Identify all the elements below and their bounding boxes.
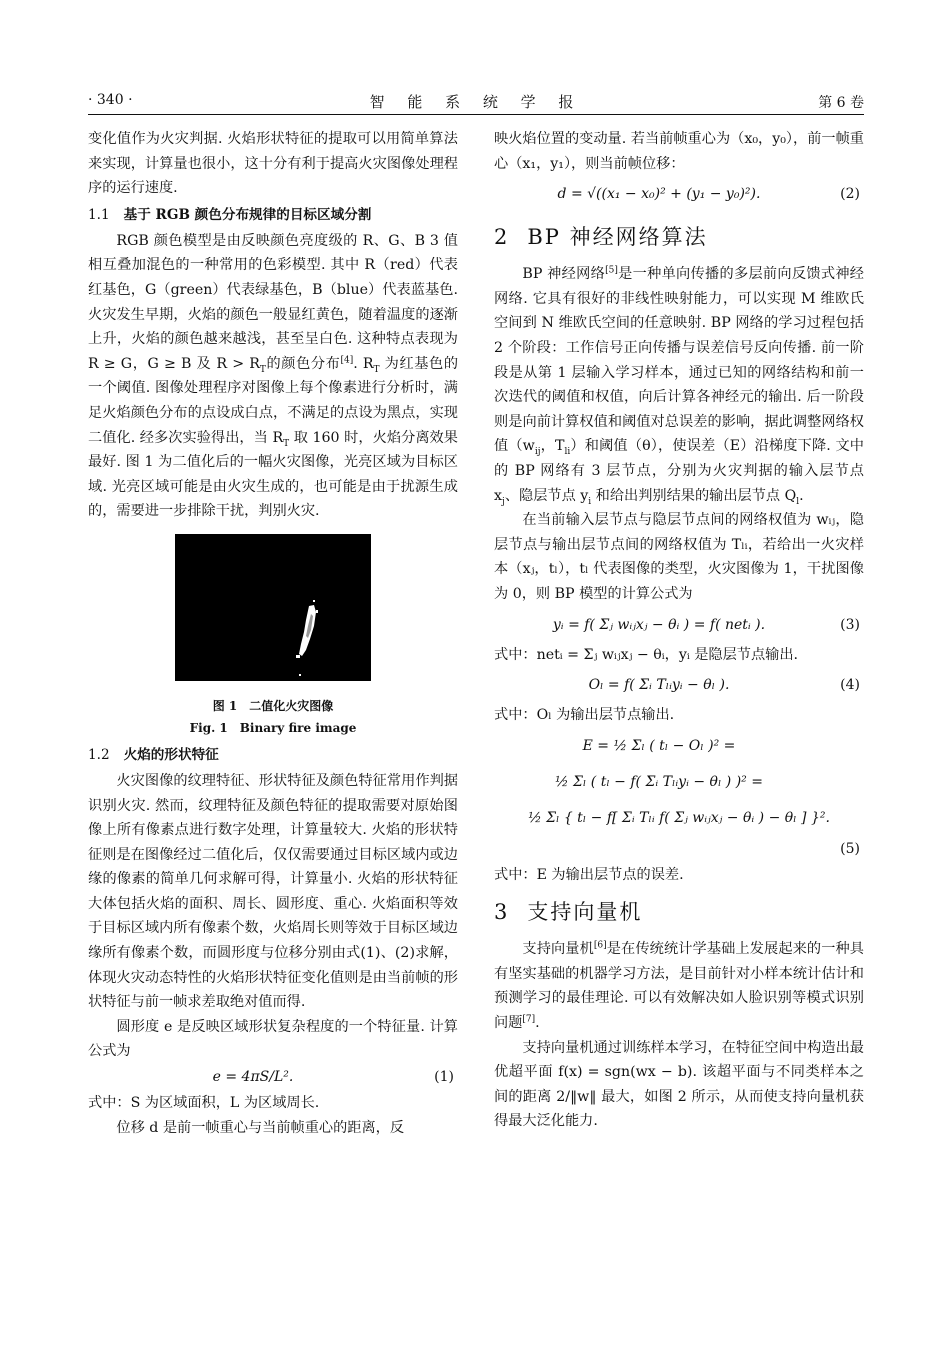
paragraph: 式中：S 为区域面积，L 为区域周长. <box>88 1095 320 1112</box>
subscript: i <box>588 496 592 507</box>
equation-5-line-3 <box>494 800 864 836</box>
text-run: . R <box>353 355 374 372</box>
equation-number: (4) <box>840 677 860 694</box>
equation-body: yᵢ = f( Σⱼ wᵢⱼxⱼ − θᵢ ) = f( netᵢ ). <box>552 616 766 633</box>
equation-5-line-2 <box>494 764 864 800</box>
paragraph: 支持向量机通过训练样本学习，在特征空间中构造出最优超平面 f(x) = sgn(wx − b). 该超平面与不同类样本之间的距离 2/‖w‖ 最大，如图 2 所示，从而使支持向量机获得最大泛化能力. <box>494 1039 864 1130</box>
equation-number: (3) <box>840 616 860 633</box>
paragraph: 式中：E 为输出层节点的误差. <box>494 866 684 883</box>
text-run: 是一种单向传播的多层前向反馈式神经网络. 它具有很好的非线性映射能力，可以实现 M 维欧氏空间到 N 维欧氏空间的任意映射. BP 网络的学习过程包括 2 个阶段：工作信号正向传播与误差信号反向传播. 前一阶段是从第 1 层输入学习样本，通过已知的网络结构和前一次迭代的阈值和权值，向后计算各神经元的输出. 后一阶段则是向前计算权值和阈值对总误差的影响，据此调整网络权值（w <box>494 266 864 455</box>
citation: [6] <box>593 940 607 951</box>
text-run: 取 160 时，火焰分离效果最好. 图 1 为二值化后的一幅火灾图像，光亮区域为目标区域. 光亮区域可能是由火灾生成的，也可能是由于扰源生成的，需要进一步排除干扰，判别火灾. <box>88 429 458 520</box>
section-heading-1-2 <box>88 743 458 767</box>
text-run: ）和阈值（θ），使误差（E）沿梯度下降. 文中的 BP 网络有 3 层节点，分别为火灾判据的输入层节点 x <box>494 438 864 504</box>
equation-body: Oₗ = f( Σᵢ Tₗᵢyᵢ − θₗ ). <box>588 677 730 694</box>
subscript: l <box>796 496 800 507</box>
equation-number: (2) <box>840 186 860 203</box>
subscript: T <box>259 364 266 375</box>
section-title: BP 神经网络算法 <box>527 225 708 250</box>
subscript: j <box>502 496 505 507</box>
figure-caption-cn: 图 1 二值化火灾图像 <box>212 698 334 713</box>
equation-body: d = √((x₁ − x₀)² + (y₁ − y₀)²). <box>557 186 761 203</box>
text-run: 是在传统统计学基础上发展起来的一种具有坚实基础的机器学习方法，是目前针对小样本统计估计和预测学习的最佳理论. 可以有效解决如人脸识别等模式识别问题 <box>494 941 864 1032</box>
equation-body: ½ Σₗ { tₗ − f[ Σᵢ Tₗᵢ f( Σⱼ wᵢⱼxⱼ − θᵢ ) − θₗ ] }². <box>528 809 830 826</box>
paragraph: 圆形度 e 是反映区域形状复杂程度的一个特征量. 计算公式为 <box>88 1018 458 1060</box>
text-run: ，T <box>540 438 565 455</box>
text-run: RGB 颜色模型是由反映颜色亮度级的 R、G、B 3 值相互叠加混色的一种常用的色彩模型. 其中 R（red）代表红基色，G（green）代表绿基色，B（blue）代表蓝基色. 火灾发生早期，火焰的颜色一般显红黄色，随着温度的逐渐上升，火焰的颜色越来越浅，甚至呈白色. 这种特点表现为 R ≥ G，G ≥ B 及 R > R <box>88 232 458 372</box>
equation-2 <box>494 176 864 212</box>
section-heading-1-1 <box>88 203 458 227</box>
text-run: BP 神经网络 <box>522 266 606 283</box>
citation: [5] <box>605 265 618 276</box>
section-title: 火焰的形状特征 <box>123 746 219 763</box>
equation-body: E = ½ Σₗ ( tₗ − Oₗ )² = <box>582 737 736 754</box>
section-heading-3 <box>494 895 864 929</box>
paragraph: 变化值作为火灾判据. 火焰形状特征的提取可以用简单算法来实现，计算量也很小，这十分有利于提高火灾图像处理程序的运行速度. <box>88 131 458 197</box>
text-run: 为红基色的一个阈值. 图像处理程序对图像上每个像素进行分析时，满足火焰颜色分布的点设成白点，不满足的点设为黑点，实现二值化. 经多次实验得出，当 R <box>88 355 459 446</box>
equation-number: (1) <box>434 1069 454 1086</box>
paragraph <box>494 262 864 508</box>
page-number: · 340 · <box>88 92 133 108</box>
equation-number: (5) <box>840 840 860 857</box>
text-run: 的颜色分布 <box>265 355 341 372</box>
paragraph: 映火焰位置的变动量. 若当前帧重心为（x₀，y₀），前一帧重心（x₁，y₁），则当前帧位移： <box>494 131 864 172</box>
subscript: T <box>283 438 290 449</box>
paragraph: 式中：Oₗ 为输出层节点输出. <box>494 707 675 724</box>
paragraph <box>494 937 864 1035</box>
equation-3 <box>494 607 864 643</box>
text-run: . <box>799 487 804 504</box>
section-number: 3 <box>494 900 510 925</box>
left-column <box>88 127 458 1140</box>
fire-blob-graphic <box>175 534 371 681</box>
equation-5-line-1 <box>494 728 864 764</box>
binary-fire-image <box>175 534 371 681</box>
subscript: T <box>373 364 380 375</box>
paragraph <box>88 229 458 524</box>
paragraph: 火灾图像的纹理特征、形状特征及颜色特征常用作判据识别火灾. 然而，纹理特征及颜色特征的提取需要对原始图像上所有像素点进行数字处理，计算量较大. 火焰的形状特征则是在图像经过二值化后，仅仅需要通过目标区域内或边缘的像素的简单几何求解可得，计算量小. 火焰的形状特征大体包括火焰的面积、周长、圆形度、重心. 火焰面积等效于目标区域内所有像素个数，火焰周长则等效于目标区域边缘所有像素个数，而圆形度与位移分别由式(1)、(2)求解，体现火灾动态特性的火焰形状特征变化值则是由当前帧的形状特征与前一帧求差取绝对值而得. <box>88 772 458 1011</box>
equation-5-number-line <box>494 836 864 863</box>
paragraph: 位移 d 是前一帧重心与当前帧重心的距离，反 <box>116 1119 405 1136</box>
journal-title: 智 能 系 统 学 报 <box>369 93 583 111</box>
volume-label: 第 6 卷 <box>818 95 864 111</box>
section-number: 1.2 <box>88 746 110 763</box>
equation-body: ½ Σₗ ( tₗ − f( Σᵢ Tₗᵢyᵢ − θₗ ) )² = <box>555 773 763 790</box>
section-number: 1.1 <box>88 206 110 223</box>
subscript: ij <box>534 447 541 458</box>
equation-body: e = 4πS/L². <box>212 1069 294 1086</box>
figure-1 <box>88 534 458 739</box>
text-run: 和给出判别结果的输出层节点 Q <box>591 487 797 504</box>
paragraph: 式中：netᵢ = Σⱼ wᵢⱼxⱼ − θᵢ，yᵢ 是隐层节点输出. <box>494 646 799 663</box>
text-run: 支持向量机 <box>522 941 594 958</box>
section-title: 基于 RGB 颜色分布规律的目标区域分割 <box>123 206 372 223</box>
citation: [4] <box>340 355 354 366</box>
section-heading-2 <box>494 220 864 254</box>
equation-4 <box>494 667 864 703</box>
text-run: . <box>535 1015 540 1032</box>
section-number: 2 <box>494 225 510 250</box>
subscript: li <box>564 447 571 458</box>
paragraph: 在当前输入层节点与隐层节点间的网络权值为 wᵢⱼ，隐层节点与输出层节点间的网络权值为 Tₗᵢ，若给出一火灾样本（xⱼ，tₗ），tₗ 代表图像的类型，火灾图像为 1，干扰图像为 0，则 BP 模型的计算公式为 <box>494 512 864 602</box>
right-column <box>494 127 864 1134</box>
text-run: 、隐层节点 y <box>504 487 589 504</box>
section-title: 支持向量机 <box>527 900 643 925</box>
citation: [7] <box>522 1014 536 1025</box>
running-header <box>88 88 864 115</box>
equation-1 <box>88 1064 458 1091</box>
figure-caption-en: Fig. 1 Binary fire image <box>189 720 357 735</box>
